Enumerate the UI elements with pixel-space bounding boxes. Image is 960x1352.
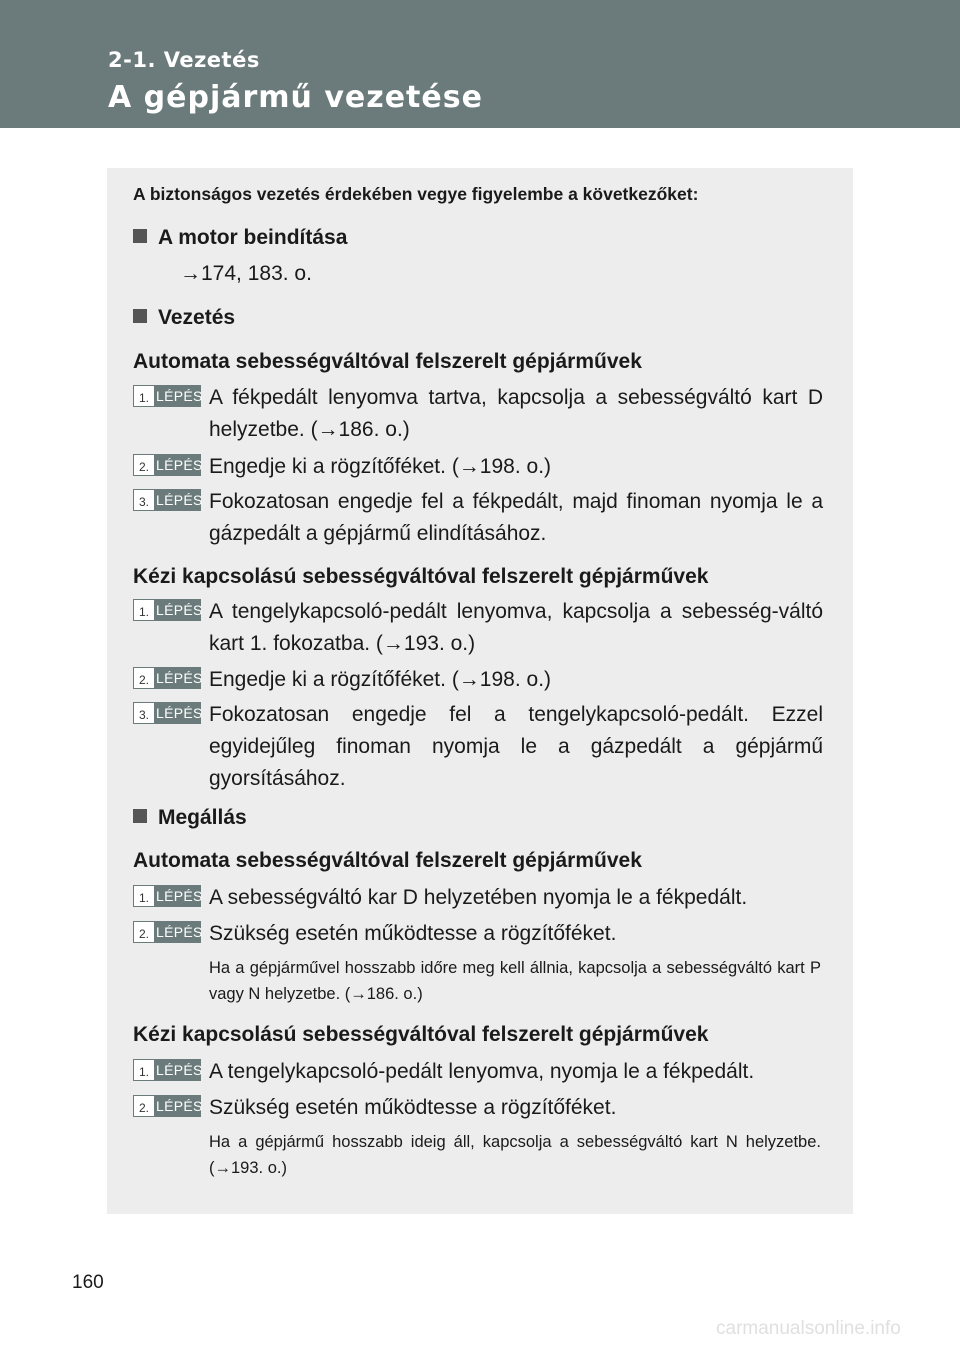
page-title: A gépjármű vezetése [108,80,483,115]
step-item [133,1092,823,1122]
heading-stopping: Megállás [133,806,247,830]
square-bullet-icon [133,309,147,323]
step-item [133,382,823,441]
heading-engine-start: A motor beindítása [133,226,347,250]
square-bullet-icon [133,809,147,823]
page-number: 160 [72,1272,104,1293]
step-item [133,596,823,655]
intro-text: A biztonságos vezetés érdekében vegye figyelembe a következőket: [133,184,699,204]
step-item [133,699,823,790]
watermark: carmanualsonline.info [716,1318,901,1339]
subheading-automatic: Automata sebességváltóval felszerelt gépjárművek [133,350,642,373]
step-text: A tengelykapcsoló-pedált lenyomva, nyomja le a fékpedált. [209,1060,755,1083]
note-text: Ha a gépjárművel hosszabb időre meg kell állnia, kapcsolja a sebességváltó kart P vagy N helyzetbe. (→186. o.) [209,959,821,1003]
step-item [133,882,823,912]
step-badge: 1. LÉPÉS [133,885,201,907]
step-item [133,1056,823,1086]
subheading-manual: Kézi kapcsolású sebességváltóval felszerelt gépjárművek [133,1023,709,1046]
step-badge: 2. LÉPÉS [133,667,201,689]
step-badge: 3. LÉPÉS [133,489,201,511]
engine-start-ref: →174, 183. o. [180,262,312,285]
step-item [133,451,823,481]
step-text: A fékpedált lenyomva tartva, kapcsolja a sebességváltó kart D helyzetbe. (→186. o.) [209,386,823,441]
step-text: Fokozatosan engedje fel a fékpedált, majd finoman nyomja le a gázpedált a gépjármű elindításához. [209,490,823,545]
note-text: Ha a gépjármű hosszabb ideig áll, kapcsolja a sebességváltó kart N helyzetbe. (→193. o.) [209,1133,821,1177]
step-text: Engedje ki a rögzítőféket. (→198. o.) [209,668,552,691]
square-bullet-icon [133,229,147,243]
header-bar [0,0,960,128]
step-badge: 1. LÉPÉS [133,1059,201,1081]
step-text: Szükség esetén működtesse a rögzítőféket. [209,1096,617,1119]
step-text: Engedje ki a rögzítőféket. (→198. o.) [209,455,552,478]
section-label: 2-1. Vezetés [108,48,260,72]
step-badge: 2. LÉPÉS [133,1095,201,1117]
heading-driving: Vezetés [133,306,235,330]
step-badge: 1. LÉPÉS [133,599,201,621]
step-badge: 2. LÉPÉS [133,454,201,476]
step-text: A tengelykapcsoló-pedált lenyomva, kapcsolja a sebesség-váltó kart 1. fokozatba. (→193. o.) [209,600,823,655]
subheading-automatic: Automata sebességváltóval felszerelt gépjárművek [133,849,642,872]
step-badge: 1. LÉPÉS [133,385,201,407]
step-item [133,664,823,694]
step-item [133,918,823,948]
step-text: Fokozatosan engedje fel a tengelykapcsoló-pedált. Ezzel egyidejűleg finoman nyomja le a gázpedált a gépjármű gyorsításához. [209,703,823,790]
step-text: Szükség esetén működtesse a rögzítőféket. [209,922,617,945]
step-badge: 2. LÉPÉS [133,921,201,943]
subheading-manual: Kézi kapcsolású sebességváltóval felszerelt gépjárművek [133,565,709,588]
step-text: A sebességváltó kar D helyzetében nyomja le a fékpedált. [209,886,748,909]
step-badge: 3. LÉPÉS [133,702,201,724]
step-item [133,486,823,545]
